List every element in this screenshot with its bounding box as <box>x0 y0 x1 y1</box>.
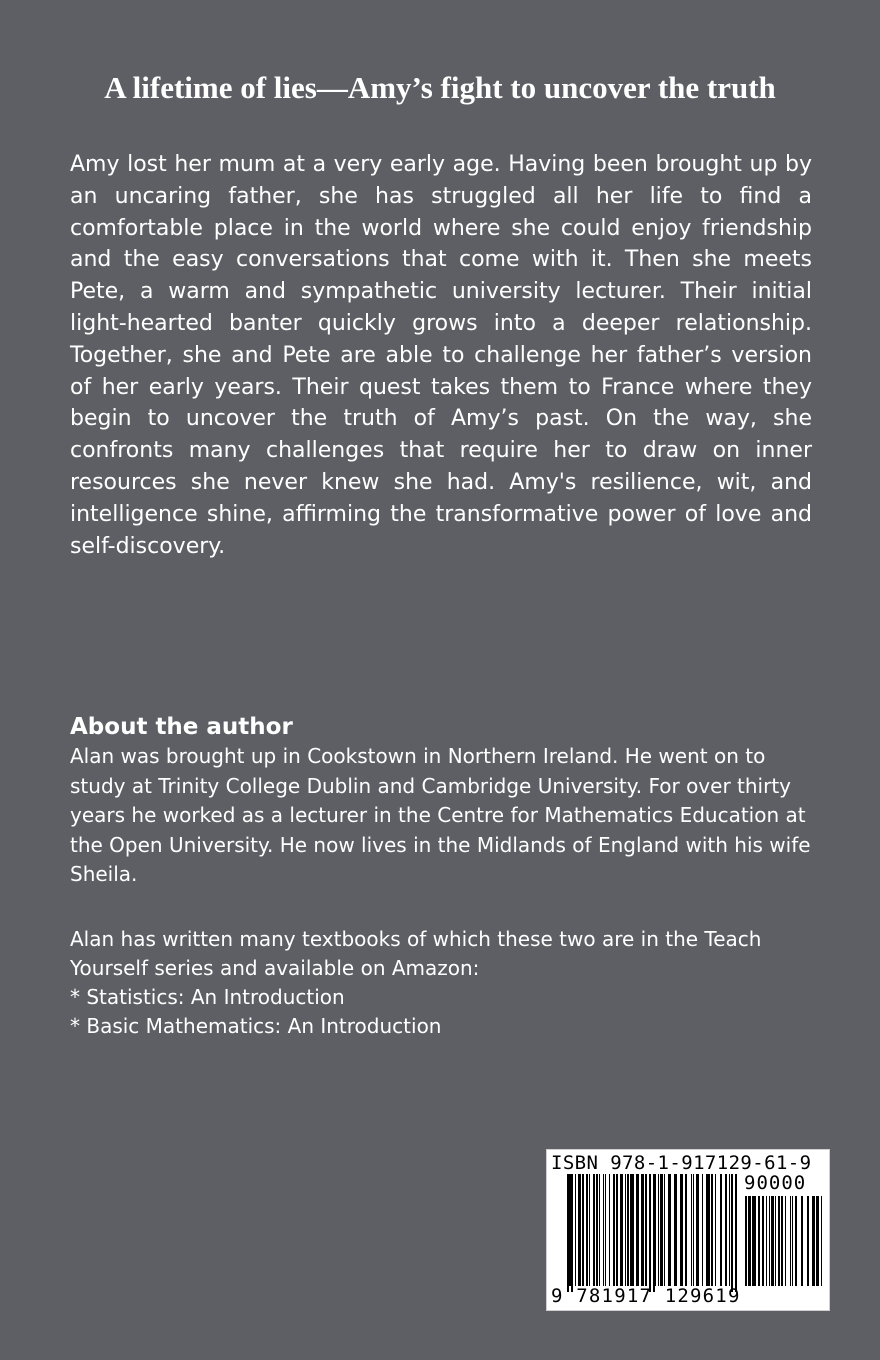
about-author-heading: About the author <box>70 714 293 740</box>
isbn-label: ISBN 978-1-917129-61-9 <box>551 1152 812 1174</box>
books-intro: Alan has written many textbooks of which these two are in the Teach Yourself series and available on Amazon: <box>70 927 762 980</box>
ean-digits: 9 781917 129619 <box>551 1285 741 1307</box>
isbn-barcode <box>546 1149 830 1311</box>
price-code: 90000 <box>744 1172 807 1194</box>
blurb-paragraph: Amy lost her mum at a very early age. Having been brought up by an uncaring father, she has struggled all her life to find a comfortable place in the world where she could enjoy friendship and the easy conversations that come with it. Then she meets Pete, a warm and sympathetic university lecturer. Their initial light-hearted banter quickly grows into a deeper relationship. Together, she and Pete are able to challenge her father’s version of her early years. Their quest takes them to France where they begin to uncover the truth of Amy’s past. On the way, she confronts many challenges that require her to draw on inner resources she never knew she had. Amy's resilience, wit, and intelligence shine, affirming the transformative power of love and self-discovery. <box>70 152 812 559</box>
about-author-text: Alan was brought up in Cookstown in Northern Ireland. He went on to study at Trinity College Dublin and Cambridge University. For over thirty years he worked as a lecturer in the Centre for Mathematics Education at the Open University. He now lives in the Midlands of England with his wife Sheila. <box>70 744 811 886</box>
headline: A lifetime of lies—Amy’s fight to uncover the truth <box>104 70 776 105</box>
book-item-basic-mathematics: * Basic Mathematics: An Introduction <box>70 1014 442 1038</box>
book-item-statistics: * Statistics: An Introduction <box>70 985 345 1009</box>
book-list <box>70 983 441 1041</box>
